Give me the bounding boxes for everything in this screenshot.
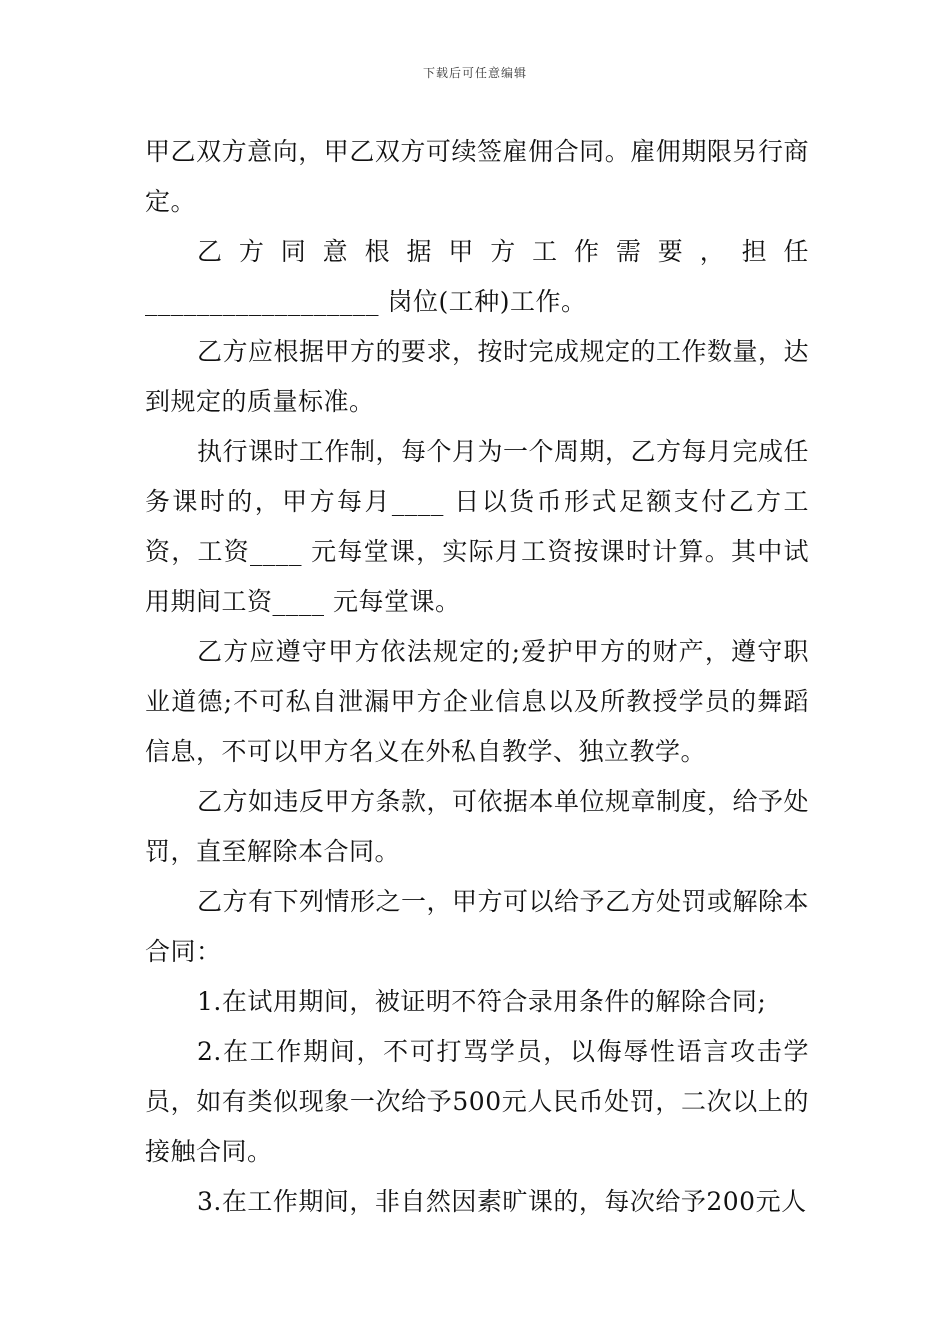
list-item-1: 1.在试用期间，被证明不符合录用条件的解除合同; [197, 987, 767, 1016]
paragraph-position: 乙方同意根据甲方工作需要，担任__________________ 岗位(工种)工作。 [145, 237, 809, 316]
paragraph-salary: 执行课时工作制，每个月为一个周期，乙方每月完成任务课时的，甲方每月____ 日以货币形式足额支付乙方工资，工资____ 元每堂课，实际月工资按课时计算。其中试用期间工资____ 元每堂课。 [145, 437, 810, 616]
document-body [145, 127, 809, 1227]
paragraph-work-requirements: 乙方应根据甲方的要求，按时完成规定的工作数量，达到规定的质量标准。 [145, 337, 810, 416]
paragraph-violation: 乙方如违反甲方条款，可依据本单位规章制度，给予处罚，直至解除本合同。 [145, 787, 810, 866]
list-item-3: 3.在工作期间，非自然因素旷课的，每次给予200元人 [197, 1187, 807, 1216]
list-item-2: 2.在工作期间，不可打骂学员，以侮辱性语言攻击学员，如有类似现象一次给予500元人民币处罚，二次以上的接触合同。 [145, 1037, 809, 1166]
paragraph-conduct: 乙方应遵守甲方依法规定的;爱护甲方的财产，遵守职业道德;不可私自泄漏甲方企业信息以及所教授学员的舞蹈信息，不可以甲方名义在外私自教学、独立教学。 [145, 637, 809, 766]
paragraph-termination-intro: 乙方有下列情形之一，甲方可以给予乙方处罚或解除本合同： [145, 887, 810, 966]
page-header: 下载后可任意编辑 [422, 66, 527, 80]
paragraph-contract-renewal: 甲乙双方意向，甲乙双方可续签雇佣合同。雇佣期限另行商定。 [145, 137, 809, 216]
